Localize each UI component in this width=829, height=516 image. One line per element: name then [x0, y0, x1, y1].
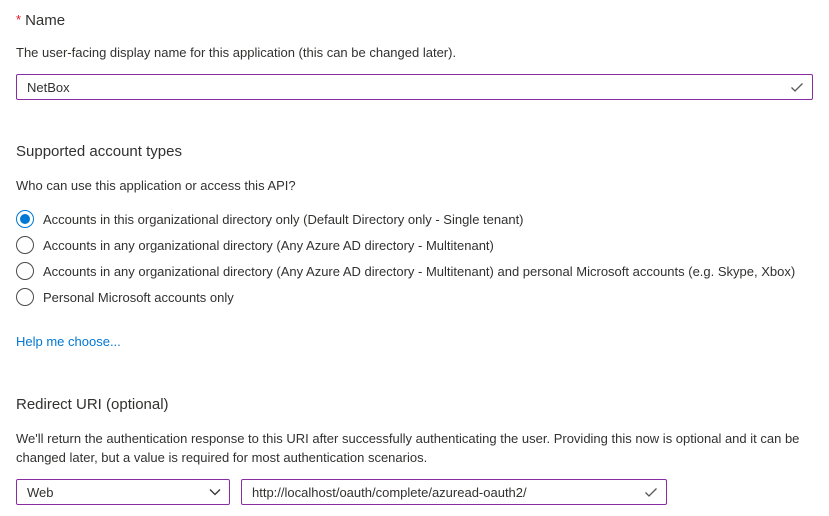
- radio-option-label: Personal Microsoft accounts only: [43, 289, 234, 305]
- radio-option-single-tenant[interactable]: [16, 206, 813, 232]
- account-types-section: [16, 142, 813, 351]
- required-asterisk: *: [16, 12, 22, 27]
- radio-option-personal-only[interactable]: [16, 284, 813, 310]
- name-field-wrap: [16, 74, 813, 100]
- redirect-uri-heading: Redirect URI (optional): [16, 396, 169, 413]
- platform-select[interactable]: [16, 479, 230, 505]
- name-input[interactable]: [16, 74, 813, 100]
- radio-button-icon[interactable]: [16, 236, 34, 254]
- account-types-heading: Supported account types: [16, 143, 182, 160]
- radio-button-icon[interactable]: [16, 210, 34, 228]
- account-types-question: Who can use this application or access this API?: [16, 178, 296, 193]
- radio-option-label: Accounts in this organizational directory only (Default Directory only - Single tenant): [43, 211, 524, 227]
- name-section: [16, 10, 813, 100]
- platform-select-wrap: [16, 479, 230, 505]
- radio-option-multitenant-personal[interactable]: [16, 258, 813, 284]
- radio-button-icon[interactable]: [16, 262, 34, 280]
- platform-select-value: Web: [27, 484, 54, 500]
- redirect-uri-description: We'll return the authentication response to this URI after successfully authenticating the user. Providing this now is optional and it can be changed later, but a value is required for most authentication scenarios.: [16, 431, 800, 465]
- name-description: The user-facing display name for this application (this can be changed later).: [16, 45, 457, 60]
- name-label: Name: [25, 12, 66, 29]
- help-me-choose-link[interactable]: Help me choose...: [16, 334, 121, 349]
- name-section-heading: [16, 10, 813, 31]
- redirect-uri-input[interactable]: [241, 479, 667, 505]
- radio-option-multitenant[interactable]: [16, 232, 813, 258]
- radio-option-label: Accounts in any organizational directory (Any Azure AD directory - Multitenant) and personal Microsoft accounts (e.g. Skype, Xbox): [43, 263, 796, 279]
- redirect-uri-field-wrap: [241, 479, 667, 505]
- radio-option-label: Accounts in any organizational directory (Any Azure AD directory - Multitenant): [43, 237, 494, 253]
- redirect-uri-section: [16, 395, 813, 505]
- account-type-radio-group: [16, 206, 813, 310]
- radio-button-icon[interactable]: [16, 288, 34, 306]
- redirect-uri-row: [16, 479, 813, 505]
